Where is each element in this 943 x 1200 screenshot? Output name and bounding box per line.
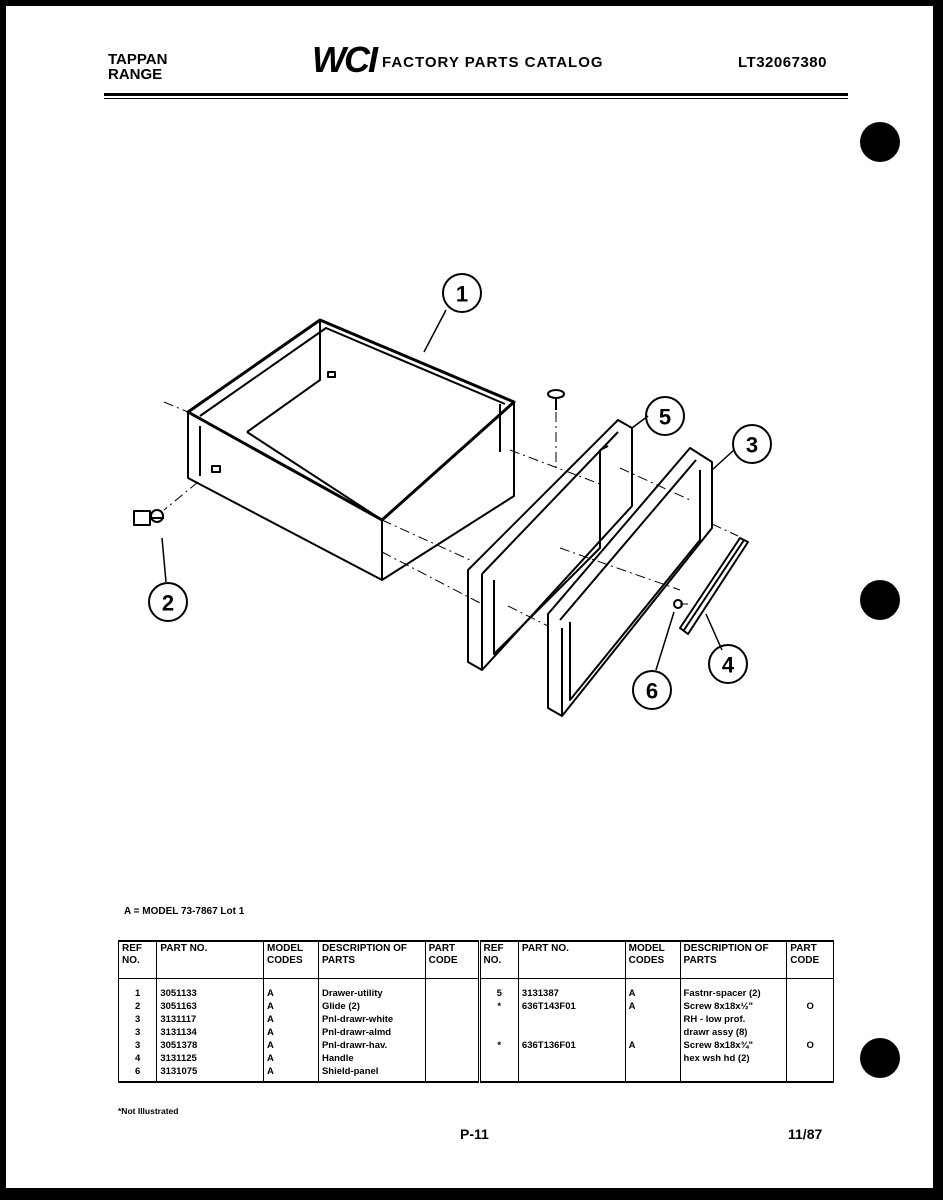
cell-code <box>425 1052 479 1065</box>
cell-model <box>625 1065 680 1082</box>
catalog-title: FACTORY PARTS CATALOG <box>382 54 604 71</box>
col-part-no-2: PART NO. <box>518 941 625 979</box>
brand-line-2: RANGE <box>108 66 163 83</box>
cell-code <box>787 1052 834 1065</box>
col-description: DESCRIPTION OF PARTS <box>318 941 425 979</box>
cell-ref: 3 <box>119 1013 157 1026</box>
table-row <box>119 1052 834 1065</box>
cell-desc <box>680 1065 787 1082</box>
drawer-utility-drawing <box>188 320 514 580</box>
cell-code <box>787 1065 834 1082</box>
cell-desc: Fastnr-spacer (2) <box>680 987 787 1000</box>
cell-part: 3131125 <box>157 1052 264 1065</box>
catalog-number: LT32067380 <box>738 54 827 71</box>
cell-model: A <box>264 1026 319 1039</box>
cell-part: 636T136F01 <box>518 1039 625 1052</box>
cell-code <box>425 1039 479 1052</box>
cell-ref: 4 <box>119 1052 157 1065</box>
model-legend: A = MODEL 73-7867 Lot 1 <box>124 906 245 917</box>
cell-code <box>425 1065 479 1082</box>
callout-leaders <box>162 310 734 670</box>
cell-desc: drawr assy (8) <box>680 1026 787 1039</box>
cell-ref: * <box>479 1000 518 1013</box>
cell-code <box>425 1000 479 1013</box>
table-row <box>119 987 834 1000</box>
cell-desc: Pnl-drawr-almd <box>318 1026 425 1039</box>
cell-desc: Pnl-drawr-hav. <box>318 1039 425 1052</box>
table-row <box>119 1026 834 1039</box>
cell-code <box>787 1026 834 1039</box>
callout-label-6: 6 <box>645 678 659 704</box>
col-description-2: DESCRIPTION OF PARTS <box>680 941 787 979</box>
col-part-code: PART CODE <box>425 941 479 979</box>
cell-desc: Handle <box>318 1052 425 1065</box>
table-row <box>119 1013 834 1026</box>
cell-code <box>425 987 479 1000</box>
col-part-no: PART NO. <box>157 941 264 979</box>
cell-code <box>787 987 834 1000</box>
alignment-lines <box>161 402 738 626</box>
table-row <box>119 1065 834 1082</box>
cell-desc: Drawer-utility <box>318 987 425 1000</box>
cell-ref: 3 <box>119 1039 157 1052</box>
cell-code <box>425 1013 479 1026</box>
callout-label-1: 1 <box>455 281 469 307</box>
cell-part: 3051378 <box>157 1039 264 1052</box>
cell-desc: Pnl-drawr-white <box>318 1013 425 1026</box>
cell-desc: Screw 8x18x½" <box>680 1000 787 1013</box>
cell-code <box>787 1013 834 1026</box>
col-model-codes: MODEL CODES <box>264 941 319 979</box>
catalog-date: 11/87 <box>788 1126 823 1142</box>
screw-drawing <box>548 390 564 410</box>
cell-ref <box>479 1052 518 1065</box>
cell-model: A <box>264 987 319 1000</box>
cell-model <box>625 1013 680 1026</box>
cell-part: 3131117 <box>157 1013 264 1026</box>
cell-model: A <box>625 1039 680 1052</box>
table-row <box>119 1039 834 1052</box>
cell-part <box>518 1026 625 1039</box>
cell-model: A <box>264 1052 319 1065</box>
cell-ref: 6 <box>119 1065 157 1082</box>
cell-part: 3131075 <box>157 1065 264 1082</box>
footnote-not-illustrated: *Not Illustrated <box>118 1106 179 1116</box>
brand-line-1: TAPPAN <box>108 51 168 68</box>
callout-label-3: 3 <box>745 432 759 458</box>
glide-drawing <box>134 510 164 525</box>
drawer-panel-drawing <box>548 448 712 716</box>
cell-desc: Screw 8x18x¾" <box>680 1039 787 1052</box>
col-ref-no-2: REF NO. <box>479 941 518 979</box>
binder-hole <box>860 1038 900 1078</box>
cell-part: 3051163 <box>157 1000 264 1013</box>
cell-desc: RH - low prof. <box>680 1013 787 1026</box>
cell-ref: * <box>479 1039 518 1052</box>
table-spacer-row <box>119 979 834 988</box>
cell-model: A <box>264 1000 319 1013</box>
cell-desc: Shield-panel <box>318 1065 425 1082</box>
cell-ref <box>479 1026 518 1039</box>
cell-model <box>625 1026 680 1039</box>
cell-ref <box>479 1065 518 1082</box>
cell-model: A <box>264 1013 319 1026</box>
callout-label-5: 5 <box>658 404 672 430</box>
cell-ref: 2 <box>119 1000 157 1013</box>
col-model-codes-2: MODEL CODES <box>625 941 680 979</box>
cell-part: 3051133 <box>157 987 264 1000</box>
cell-model: A <box>625 987 680 1000</box>
cell-ref <box>479 1013 518 1026</box>
cell-code: O <box>787 1039 834 1052</box>
cell-ref: 3 <box>119 1026 157 1039</box>
col-part-code-2: PART CODE <box>787 941 834 979</box>
cell-model: A <box>625 1000 680 1013</box>
cell-desc: Glide (2) <box>318 1000 425 1013</box>
cell-ref: 5 <box>479 987 518 1000</box>
cell-part <box>518 1065 625 1082</box>
cell-part: 636T143F01 <box>518 1000 625 1013</box>
cell-part: 3131387 <box>518 987 625 1000</box>
callout-label-4: 4 <box>721 652 735 678</box>
cell-code: O <box>787 1000 834 1013</box>
cell-part <box>518 1013 625 1026</box>
parts-table <box>118 940 834 1083</box>
cell-desc: hex wsh hd (2) <box>680 1052 787 1065</box>
table-row <box>119 1000 834 1013</box>
cell-code <box>425 1026 479 1039</box>
callout-label-2: 2 <box>161 590 175 616</box>
col-ref-no: REF NO. <box>119 941 157 979</box>
cell-part <box>518 1052 625 1065</box>
cell-model <box>625 1052 680 1065</box>
wci-logo: WCI <box>312 39 376 80</box>
cell-model: A <box>264 1039 319 1052</box>
cell-model: A <box>264 1065 319 1082</box>
parts-table-header <box>119 941 834 979</box>
cell-ref: 1 <box>119 987 157 1000</box>
cell-part: 3131134 <box>157 1026 264 1039</box>
page-number: P-11 <box>460 1126 489 1142</box>
